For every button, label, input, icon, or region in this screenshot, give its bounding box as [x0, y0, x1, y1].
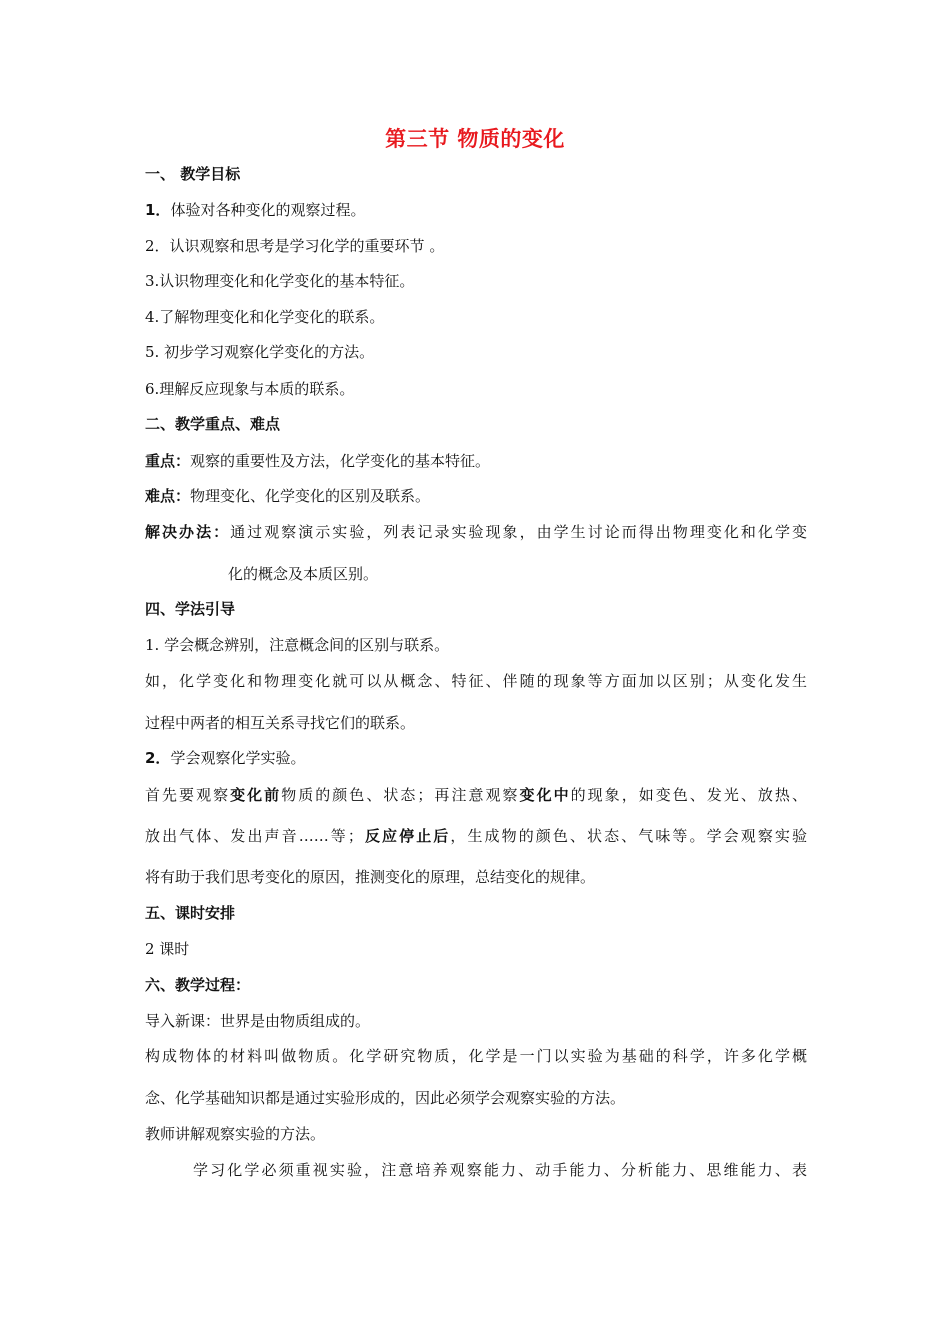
difficulty-line: [145, 486, 430, 506]
process-paragraph-4: 学习化学必须重视实验，注意培养观察能力、动手能力、分析能力、思维能力、表: [193, 1161, 807, 1179]
method-paragraph-3: [145, 748, 305, 768]
method-paragraph-1: 1. 学会概念辨别，注意概念间的区别与联系。: [145, 636, 450, 654]
emphasis-after-reaction: 反应停止后: [362, 827, 451, 845]
solution-line-2: 化的概念及本质区别。: [228, 565, 379, 583]
objective-item-1: [145, 200, 365, 220]
text-run: ，生成物的颜色、状态、气味等。学会观察实验: [450, 827, 807, 845]
method-paragraph-4-line-2: [145, 826, 807, 846]
objective-item-3: 3.认识物理变化和化学变化的基本特征。: [145, 272, 415, 290]
method-paragraph-4-line-3: 将有助于我们思考变化的原因，推测变化的原理，总结变化的规律。: [145, 868, 596, 886]
text-run: 物质的颜色、状态；再注意观察: [281, 786, 520, 804]
objective-item-6: 6.理解反应现象与本质的联系。: [145, 380, 355, 398]
key-point-label: 重点：: [145, 452, 191, 470]
difficulty-label: 难点：: [145, 487, 191, 505]
method-paragraph-2-line-1: 如，化学变化和物理变化就可以从概念、特征、伴随的现象等方面加以区别；从变化发生: [145, 672, 807, 690]
emphasis-before-change: 变化前: [230, 786, 282, 804]
emphasis-during-change: 变化中: [519, 786, 571, 804]
method-number: 2．: [145, 749, 171, 767]
schedule-text: 2 课时: [145, 940, 190, 958]
page-title: 第三节 物质的变化: [385, 127, 565, 151]
method-paragraph-2-line-2: 过程中两者的相互关系寻找它们的联系。: [145, 714, 416, 732]
method-text: 学会观察化学实验。: [170, 749, 306, 767]
solution-line-1: [145, 522, 807, 542]
process-paragraph-1: 导入新课：世界是由物质组成的。: [145, 1012, 371, 1030]
difficulty-text: 物理变化、化学变化的区别及联系。: [190, 487, 431, 505]
section-heading-key-points: 二、教学重点、难点: [145, 415, 281, 433]
objective-item-4: 4.了解物理变化和化学变化的联系。: [145, 308, 385, 326]
section-heading-schedule: 五、课时安排: [145, 904, 236, 922]
section-heading-study-method: 四、学法引导: [145, 600, 236, 618]
section-heading-objectives: 一、 教学目标: [145, 165, 241, 183]
text-run: 首先要观察: [145, 786, 231, 804]
key-point-line: [145, 451, 490, 471]
method-paragraph-4-line-1: [145, 785, 807, 805]
solution-text: 通过观察演示实验，列表记录实验现象，由学生讨论而得出物理变化和化学变: [230, 523, 807, 541]
section-heading-process: 六、教学过程：: [145, 976, 251, 994]
text-run: 的现象，如变色、发光、放热、: [570, 786, 807, 804]
objective-item-5: 5. 初步学习观察化学变化的方法。: [145, 343, 375, 361]
process-paragraph-3: 教师讲解观察实验的方法。: [145, 1125, 326, 1143]
objective-item-2: 2．认识观察和思考是学习化学的重要环节 。: [145, 237, 445, 255]
text-run: 放出气体、发出声音……等；: [145, 827, 363, 845]
objective-number: 1．: [145, 201, 171, 219]
process-paragraph-2-line-2: 念、化学基础知识都是通过实验形成的，因此必须学会观察实验的方法。: [145, 1089, 626, 1107]
objective-text: 体验对各种变化的观察过程。: [170, 201, 366, 219]
solution-label: 解决办法：: [145, 523, 231, 541]
process-paragraph-2-line-1: 构成物体的材料叫做物质。化学研究物质，化学是一门以实验为基础的科学，许多化学概: [145, 1047, 807, 1065]
key-point-text: 观察的重要性及方法，化学变化的基本特征。: [190, 452, 491, 470]
